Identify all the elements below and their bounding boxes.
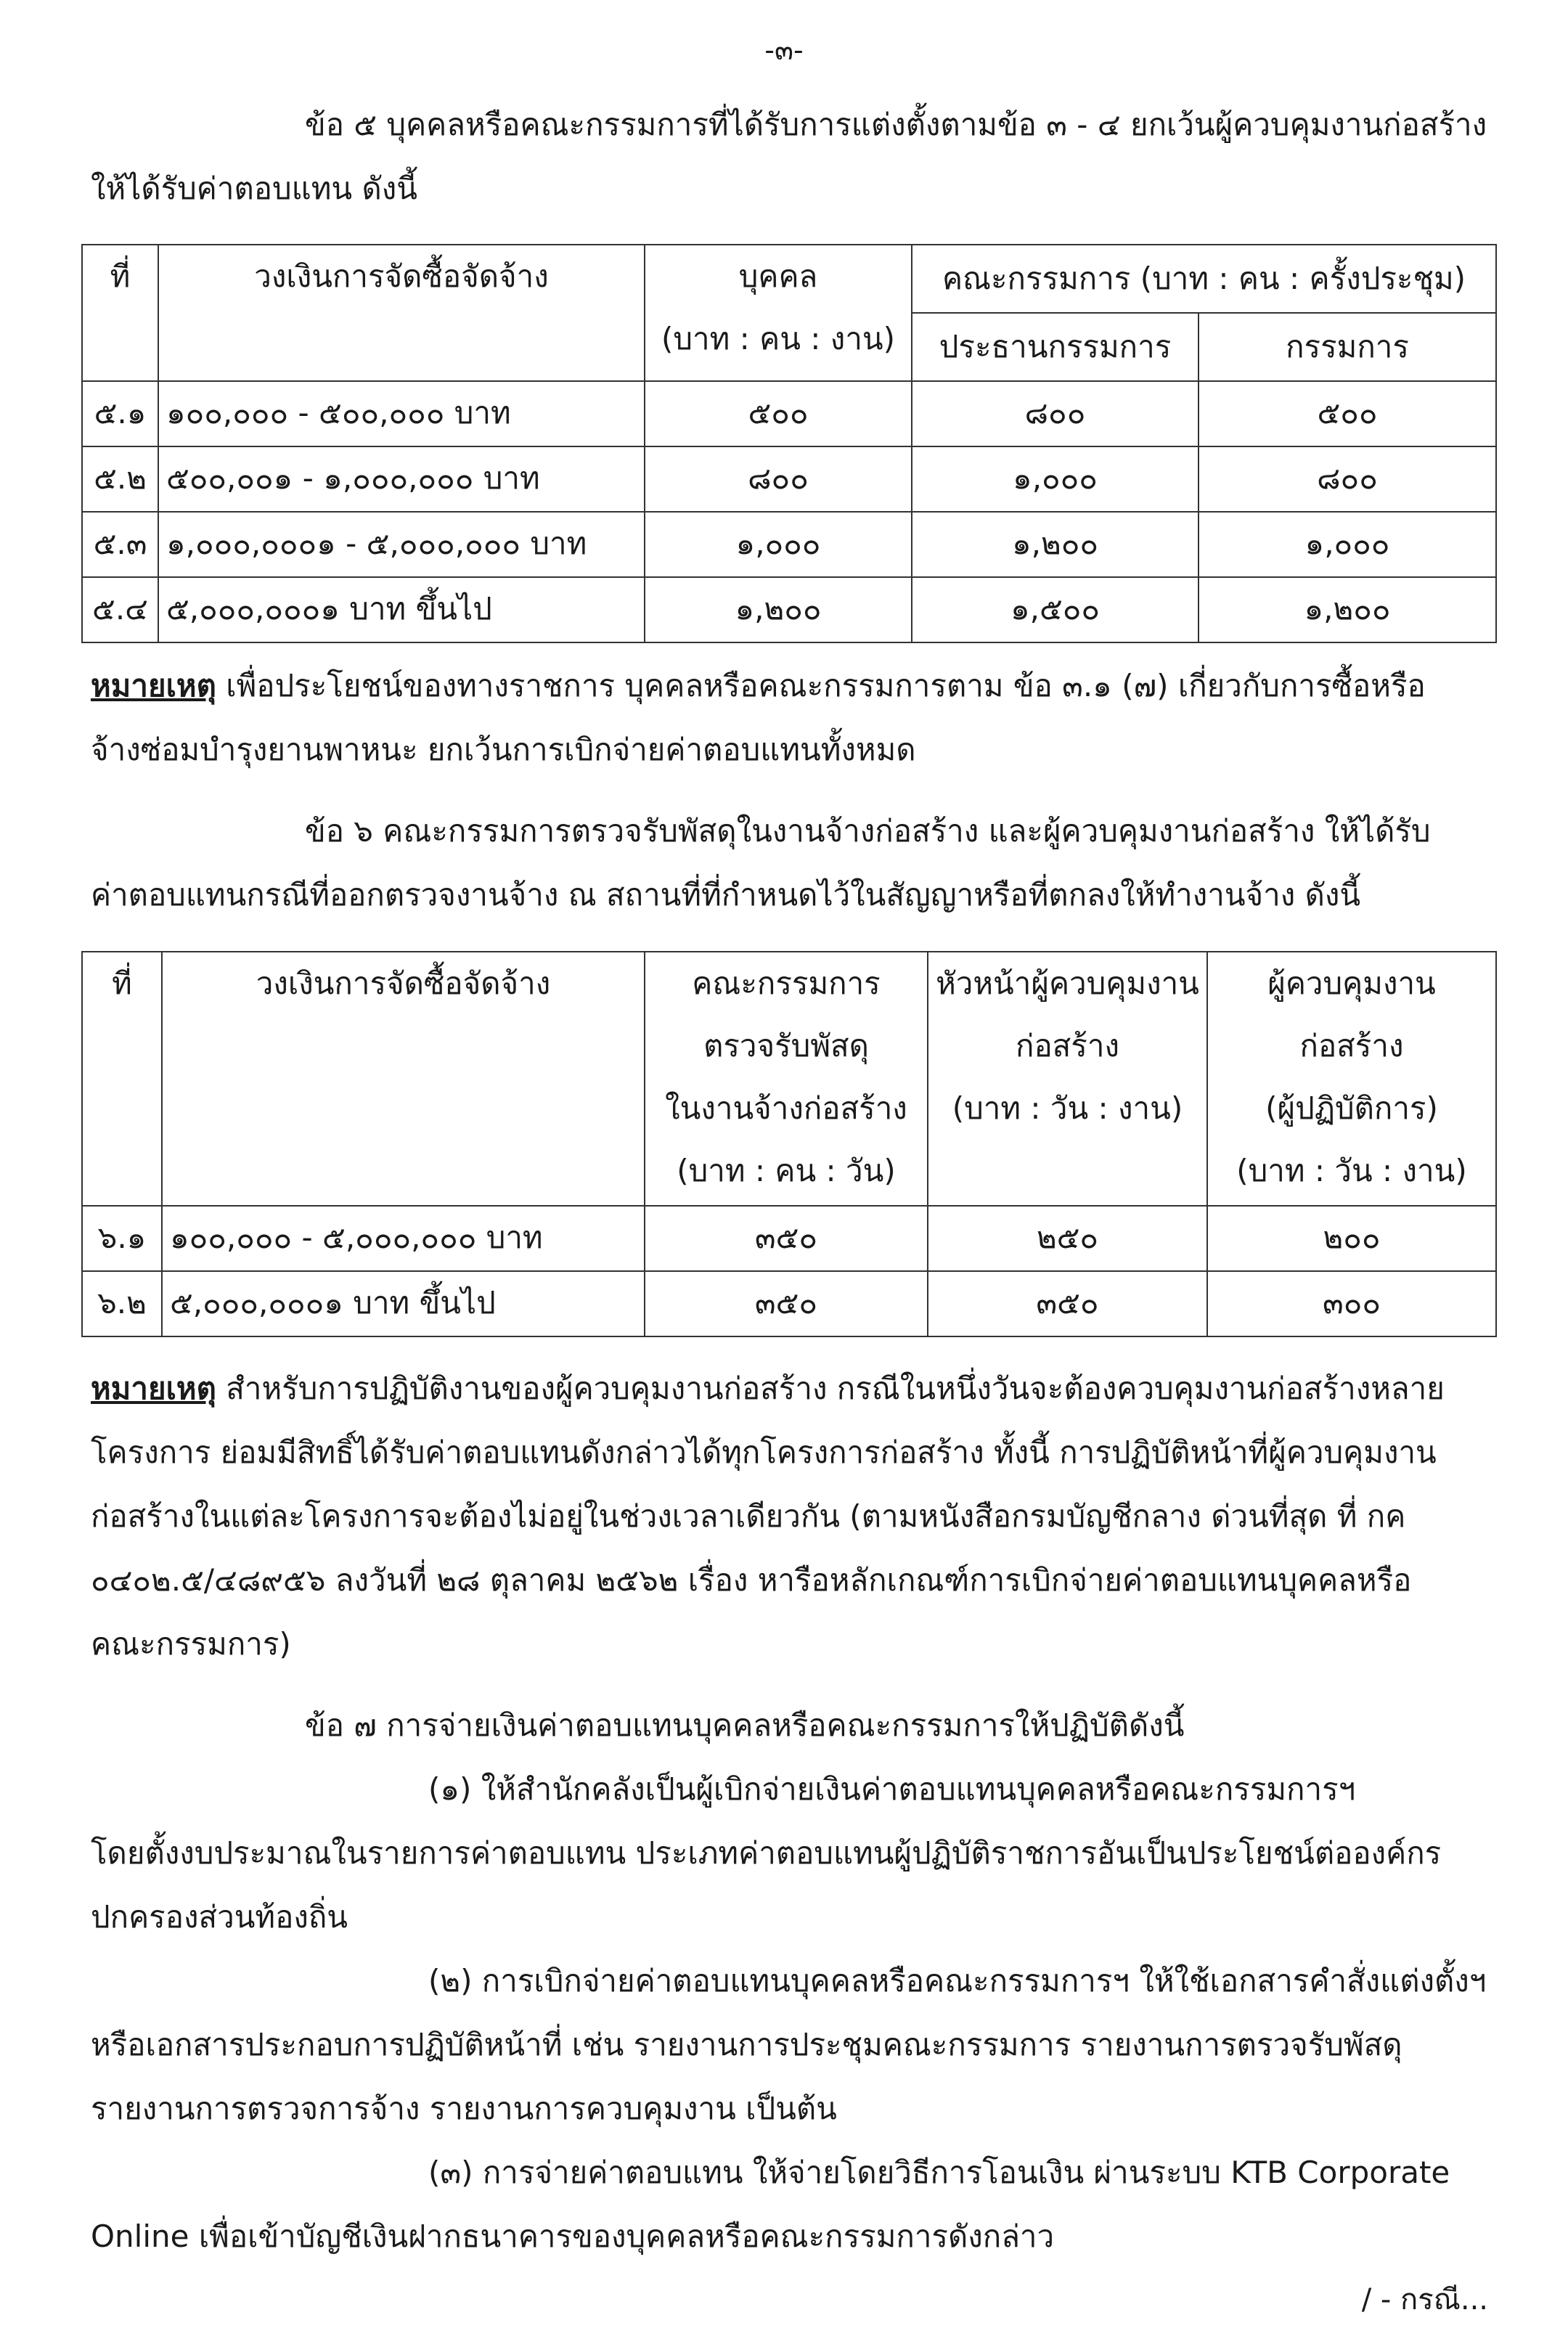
table2-header-supervisor-line: (บาท : วัน : งาน) [1236,1153,1467,1188]
clause7-item1-line3: ปกครองส่วนท้องถิ่น [91,1899,348,1935]
table-row [82,1271,1496,1336]
continuation-marker: / - กรณี... [1361,2283,1488,2316]
note2-label: หมายเหตุ [91,1371,216,1406]
table2-header-supervisor-line: ผู้ควบคุมงาน [1267,966,1436,1001]
table2-header-committee-line: ตรวจรับพัสดุ [703,1028,869,1064]
table2 [81,951,1497,1337]
clause6-line1: ข้อ ๖ คณะกรรมการตรวจรับพัสดุในงานจ้างก่อสร้าง และผู้ควบคุมงานก่อสร้าง ให้ได้รับ [305,813,1431,849]
note2-line1 [91,1369,1445,1409]
clause7-item2-line2: หรือเอกสารประกอบการปฏิบัติหน้าที่ เช่น รายงานการประชุมคณะกรรมการ รายงานการตรวจรับพัสดุ [91,2027,1402,2062]
clause7-item3-line2: Online เพื่อเข้าบัญชีเงินฝากธนาคารของบุคคลหรือคณะกรรมการดังกล่าว [91,2218,1055,2254]
row-supervisor: ๒๐๐ [1207,1206,1496,1271]
row-chairman: ๘๐๐ [912,381,1199,446]
note2-line4: ๐๔๐๒.๕/๔๘๙๕๖ ลงวันที่ ๒๘ ตุลาคม ๒๕๖๒ เรื่อง หารือหลักเกณฑ์การเบิกจ่ายค่าตอบแทนบุคคลหรือ [91,1562,1412,1598]
row-committee: ๓๕๐ [645,1271,928,1336]
table2-header-committee [645,952,928,1206]
table1-header-budget: วงเงินการจัดซื้อจัดจ้าง [158,245,645,381]
table2-header-row [82,952,1496,1206]
row-no: ๖.๒ [82,1271,162,1336]
table2-header-supervisor-line: (ผู้ปฏิบัติการ) [1265,1090,1438,1126]
note1-line1 [91,666,1426,706]
clause5-line2: ให้ได้รับค่าตอบแทน ดังนี้ [91,171,417,206]
row-member: ๑,๒๐๐ [1199,577,1496,642]
note2-line2: โครงการ ย่อมมีสิทธิ์ได้รับค่าตอบแทนดังกล่าวได้ทุกโครงการก่อสร้าง ทั้งนี้ การปฏิบัติหน้าที่ผู้ควบคุมงาน [91,1434,1437,1470]
row-no: ๕.๔ [82,577,158,642]
row-person: ๑,๐๐๐ [645,512,912,577]
table2-header-committee-line: คณะกรรมการ [692,966,881,1001]
table2-header-head-line: หัวหน้าผู้ควบคุมงาน [936,966,1199,1001]
table1-header-person [645,245,912,381]
row-head: ๒๕๐ [928,1206,1207,1271]
clause7-item3-line1: (๓) การจ่ายค่าตอบแทน ให้จ่ายโดยวิธีการโอนเงิน ผ่านระบบ KTB Corporate [428,2155,1450,2190]
table-row [82,577,1496,642]
row-committee: ๓๕๐ [645,1206,928,1271]
row-supervisor: ๓๐๐ [1207,1271,1496,1336]
row-no: ๖.๑ [82,1206,162,1271]
table2-header-head-line: (บาท : วัน : งาน) [952,1090,1183,1126]
row-member: ๘๐๐ [1199,446,1496,512]
row-no: ๕.๑ [82,381,158,446]
table2-header-head [928,952,1207,1206]
row-member: ๑,๐๐๐ [1199,512,1496,577]
clause7-item1-line2: โดยตั้งงบประมาณในรายการค่าตอบแทน ประเภทค่าตอบแทนผู้ปฏิบัติราชการอันเป็นประโยชน์ต่อองค์กร [91,1835,1442,1871]
row-budget: ๕,๐๐๐,๐๐๐๑ บาท ขึ้นไป [162,1271,645,1336]
row-budget: ๑๐๐,๐๐๐ - ๕๐๐,๐๐๐ บาท [158,381,645,446]
table1-header-committee: คณะกรรมการ (บาท : คน : ครั้งประชุม) [912,245,1496,313]
table2-header-budget: วงเงินการจัดซื้อจัดจ้าง [162,952,645,1206]
table-row [82,381,1496,446]
row-chairman: ๑,๕๐๐ [912,577,1199,642]
row-person: ๘๐๐ [645,446,912,512]
table2-header-no: ที่ [82,952,162,1206]
clause6-line2: ค่าตอบแทนกรณีที่ออกตรวจงานจ้าง ณ สถานที่ที่กำหนดไว้ในสัญญาหรือที่ตกลงให้ทำงานจ้าง ดังนี้ [91,877,1361,913]
table1-header-person-unit: (บาท : คน : งาน) [661,321,895,356]
table1-header-person-label: บุคคล [738,258,818,294]
row-chairman: ๑,๐๐๐ [912,446,1199,512]
table2-header-head-line: ก่อสร้าง [1016,1028,1119,1064]
row-budget: ๑,๐๐๐,๐๐๐๑ - ๕,๐๐๐,๐๐๐ บาท [158,512,645,577]
table2-header-committee-line: ในงานจ้างก่อสร้าง [665,1090,907,1126]
note1-label: หมายเหตุ [91,668,216,703]
table1 [81,244,1497,643]
clause5-line1: ข้อ ๕ บุคคลหรือคณะกรรมการที่ได้รับการแต่งตั้งตามข้อ ๓ - ๔ ยกเว้นผู้ควบคุมงานก่อสร้าง [305,107,1487,142]
table1-header-member: กรรมการ [1199,313,1496,381]
clause7-item1-line1: (๑) ให้สำนักคลังเป็นผู้เบิกจ่ายเงินค่าตอบแทนบุคคลหรือคณะกรรมการฯ [428,1771,1356,1807]
note2-line3: ก่อสร้างในแต่ละโครงการจะต้องไม่อยู่ในช่วงเวลาเดียวกัน (ตามหนังสือกรมบัญชีกลาง ด่วนที่สุด ที่ กค [91,1498,1406,1534]
row-person: ๑,๒๐๐ [645,577,912,642]
row-chairman: ๑,๒๐๐ [912,512,1199,577]
row-member: ๕๐๐ [1199,381,1496,446]
row-no: ๕.๓ [82,512,158,577]
row-budget: ๕๐๐,๐๐๑ - ๑,๐๐๐,๐๐๐ บาท [158,446,645,512]
note2-line5: คณะกรรมการ) [91,1626,291,1662]
note1-text: เพื่อประโยชน์ของทางราชการ บุคคลหรือคณะกรรมการตาม ข้อ ๓.๑ (๗) เกี่ยวกับการซื้อหรือ [216,668,1426,703]
table2-header-supervisor [1207,952,1496,1206]
note1-line2: จ้างซ่อมบำรุงยานพาหนะ ยกเว้นการเบิกจ่ายค่าตอบแทนทั้งหมด [91,732,916,767]
clause7-title: ข้อ ๗ การจ่ายเงินค่าตอบแทนบุคคลหรือคณะกรรมการให้ปฏิบัติดังนี้ [305,1707,1185,1743]
note2-text: สำหรับการปฏิบัติงานของผู้ควบคุมงานก่อสร้าง กรณีในหนึ่งวันจะต้องควบคุมงานก่อสร้างหลาย [216,1371,1445,1406]
clause7-item2-line1: (๒) การเบิกจ่ายค่าตอบแทนบุคคลหรือคณะกรรมการฯ ให้ใช้เอกสารคำสั่งแต่งตั้งฯ [428,1963,1487,1999]
clause7-item2-line3: รายงานการตรวจการจ้าง รายงานการควบคุมงาน เป็นต้น [91,2091,837,2126]
row-person: ๕๐๐ [645,381,912,446]
table1-header-no: ที่ [82,245,158,381]
row-no: ๕.๒ [82,446,158,512]
row-head: ๓๕๐ [928,1271,1207,1336]
table1-header-chairman: ประธานกรรมการ [912,313,1199,381]
table2-header-committee-line: (บาท : คน : วัน) [677,1153,896,1188]
table2-header-supervisor-line: ก่อสร้าง [1299,1028,1404,1064]
page-number: -๓- [764,34,804,66]
table-row [82,1206,1496,1271]
row-budget: ๑๐๐,๐๐๐ - ๕,๐๐๐,๐๐๐ บาท [162,1206,645,1271]
row-budget: ๕,๐๐๐,๐๐๐๑ บาท ขึ้นไป [158,577,645,642]
table-row [82,512,1496,577]
table1-header-row1 [82,245,1496,313]
table-row [82,446,1496,512]
